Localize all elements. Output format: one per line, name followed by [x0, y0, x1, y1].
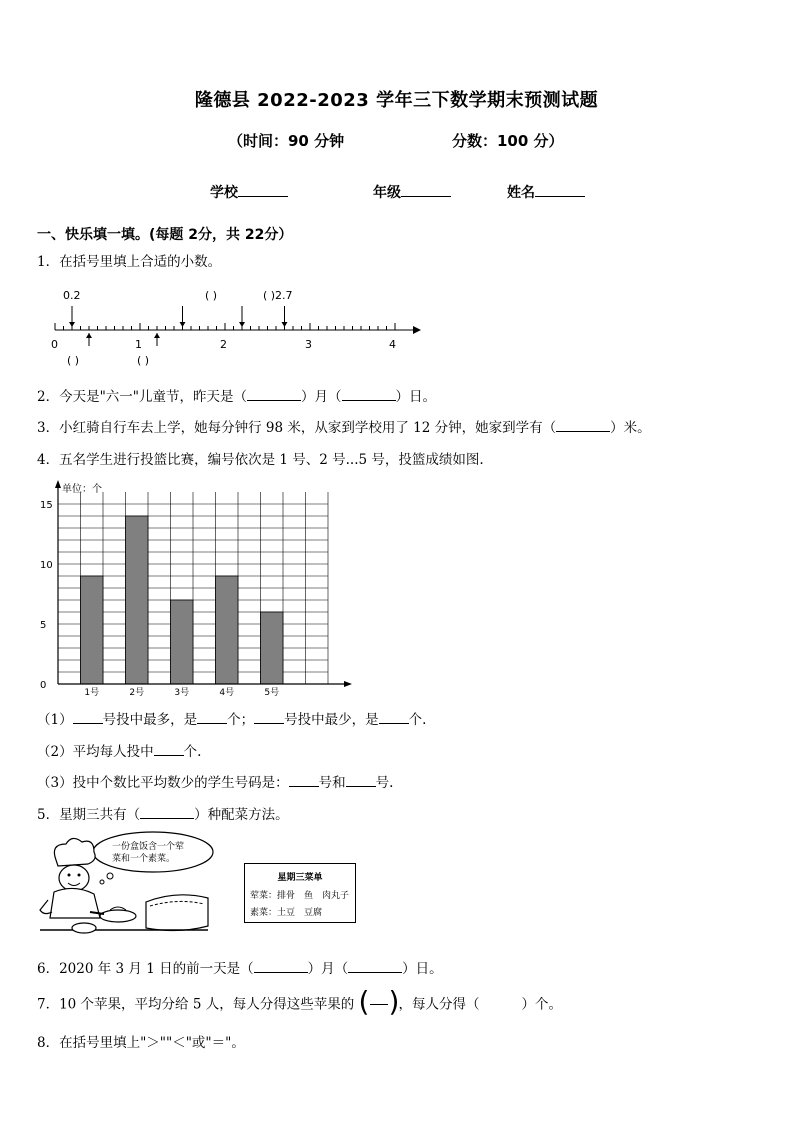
menu-title: 星期三菜单 [277, 873, 323, 883]
chef-body-icon [50, 888, 100, 918]
paren-blank-d[interactable]: ( ) [137, 354, 150, 367]
bar-5 [261, 612, 284, 684]
question-4-sub3 [37, 771, 393, 791]
chart-unit-label: 单位：个 [62, 484, 102, 495]
q4-sub3-c: 号. [375, 775, 394, 791]
tick-label-4: 4 [389, 338, 396, 351]
exam-time: （时间：90 分钟 [228, 132, 345, 150]
question-4-sub2 [37, 740, 201, 760]
speech-bubble [93, 832, 213, 872]
bowl-icon [72, 923, 96, 933]
q6-blank-day[interactable] [348, 960, 402, 973]
bubble-dot-2 [100, 880, 104, 884]
y-axis-arrow [55, 480, 61, 488]
q5-pre: 5．星期三共有（ [37, 807, 141, 823]
question-7 [37, 985, 563, 1018]
y-tick-label: 10 [40, 560, 53, 571]
y-tick-label: 15 [40, 500, 53, 511]
q2-blank-day[interactable] [342, 388, 396, 401]
page-title: 隆德县 2022-2023 学年三下数学期末预测试题 [194, 90, 599, 111]
q4-sub1-blank3[interactable] [254, 711, 284, 724]
y-tick-label: 0 [40, 680, 47, 691]
q4-sub1-b: 号投中最多，是 [102, 712, 198, 728]
q4-sub3-b: 号和 [318, 775, 346, 791]
question-1: 1．在括号里填上合适的小数。 [37, 254, 222, 270]
q4-sub2-blank[interactable] [154, 743, 184, 756]
q7-post: ）个。 [521, 996, 563, 1013]
question-5 [37, 803, 289, 823]
menu-veg: 素菜：土豆 豆腐 [250, 908, 323, 918]
label-0-2: 0.2 [63, 289, 81, 302]
q6-mid: ）月（ [307, 961, 349, 977]
tick-label-2: 2 [220, 338, 227, 351]
chef-face-icon [59, 865, 89, 891]
q7-mid: ，每人分得（ [398, 996, 480, 1013]
question-8: 8．在括号里填上"＞""＜"或"＝"。 [37, 1035, 245, 1051]
q6-post: ）日。 [402, 961, 443, 977]
tick-label-0: 0 [51, 338, 58, 351]
bubble-line-1: 一份盒饭含一个荤 [112, 842, 185, 852]
school-blank[interactable] [238, 182, 288, 197]
q6-pre: 6．2020 年 3 月 1 日的前一天是（ [37, 961, 254, 977]
grade-field [373, 182, 451, 202]
q4-sub1-a: （1） [37, 712, 73, 728]
q3-blank[interactable] [556, 419, 610, 432]
question-4: 4．五名学生进行投篮比赛，编号依次是 1 号、2 号...5 号，投篮成绩如图. [37, 452, 484, 468]
bar-4 [216, 576, 239, 684]
fraction-bar [370, 1004, 388, 1005]
bar-chart [36, 478, 366, 700]
q2-blank-month[interactable] [247, 388, 301, 401]
chef-illustration [38, 830, 218, 940]
q2-post: ）日。 [395, 389, 437, 405]
tick-label-3: 3 [305, 338, 312, 351]
name-label: 姓名 [507, 185, 535, 201]
bubble-dot-1 [107, 873, 113, 879]
chart-x-labels [84, 687, 279, 698]
chart-y-labels [40, 500, 53, 691]
q7-pre: 7．10 个苹果，平均分给 5 人，每人分得这些苹果的 [37, 996, 355, 1013]
question-2 [37, 385, 436, 405]
bubble-line-2: 菜和一个素菜。 [112, 854, 176, 864]
q4-sub1-blank2[interactable] [197, 711, 227, 724]
school-label: 学校 [210, 185, 238, 201]
x-tick-label: 2号 [129, 688, 145, 698]
q4-sub1-blank4[interactable] [379, 711, 409, 724]
paren-blank-a[interactable]: ( ) [205, 289, 218, 302]
bar-3 [171, 600, 194, 684]
q4-sub2-b: 个. [183, 744, 202, 760]
menu-board [244, 863, 356, 923]
y-tick-label: 5 [40, 620, 47, 631]
x-tick-label: 3号 [174, 688, 190, 698]
question-4-sub1 [37, 708, 426, 728]
q4-sub3-blank2[interactable] [346, 774, 376, 787]
bar-1 [81, 576, 104, 684]
q4-sub2-a: （2）平均每人投中 [37, 744, 154, 760]
x-tick-label: 1号 [84, 688, 100, 698]
paren-blank-c[interactable]: ( ) [67, 354, 80, 367]
q4-sub3-blank1[interactable] [289, 774, 319, 787]
q5-blank[interactable] [140, 806, 194, 819]
question-6 [37, 957, 443, 977]
question-3 [37, 416, 651, 436]
q4-sub1-d: 号投中最少，是 [284, 712, 379, 728]
q4-sub3-a: （3）投中个数比平均数少的学生号码是： [37, 775, 289, 791]
q5-post: ）种配菜方法。 [194, 807, 289, 823]
label-2-7: 2.7 [275, 289, 293, 302]
q3-pre: 3．小红骑自行车去上学，她每分钟行 98 米，从家到学校用了 12 分钟，她家到学有（ [37, 420, 557, 436]
frying-pan-icon [100, 910, 136, 922]
tick-label-1: 1 [135, 338, 142, 351]
school-field [210, 182, 288, 202]
x-tick-label: 4号 [219, 688, 235, 698]
name-field [507, 182, 585, 202]
menu-meat: 荤菜：排骨 鱼 肉丸子 [250, 891, 350, 901]
fraction-blank[interactable]: ( ) [358, 985, 400, 1018]
q4-sub1-c: 个； [227, 712, 255, 728]
grade-label: 年级 [373, 185, 401, 201]
q4-sub1-e: 个. [408, 712, 427, 728]
exam-score: 分数：100 分） [452, 132, 564, 150]
x-axis-arrow [344, 681, 352, 687]
paren-blank-b[interactable]: ( ) [263, 289, 276, 302]
grade-blank[interactable] [401, 182, 451, 197]
chef-hat-icon [54, 838, 95, 866]
q4-sub1-blank1[interactable] [73, 711, 103, 724]
q2-pre: 2．今天是"六一"儿童节，昨天是（ [37, 389, 248, 405]
q3-post: ）米。 [610, 420, 651, 436]
number-line-axis [55, 306, 421, 346]
section-heading: 一、快乐填一填。(每题 2分，共 22分） [37, 227, 293, 243]
x-tick-label: 5号 [264, 688, 280, 698]
number-line-arrow [413, 326, 421, 334]
name-blank[interactable] [535, 182, 585, 197]
q2-mid: ）月（ [301, 389, 342, 405]
number-line [45, 282, 425, 372]
q6-blank-month[interactable] [254, 960, 308, 973]
food-tray-icon [146, 895, 208, 931]
bar-2 [126, 516, 149, 684]
